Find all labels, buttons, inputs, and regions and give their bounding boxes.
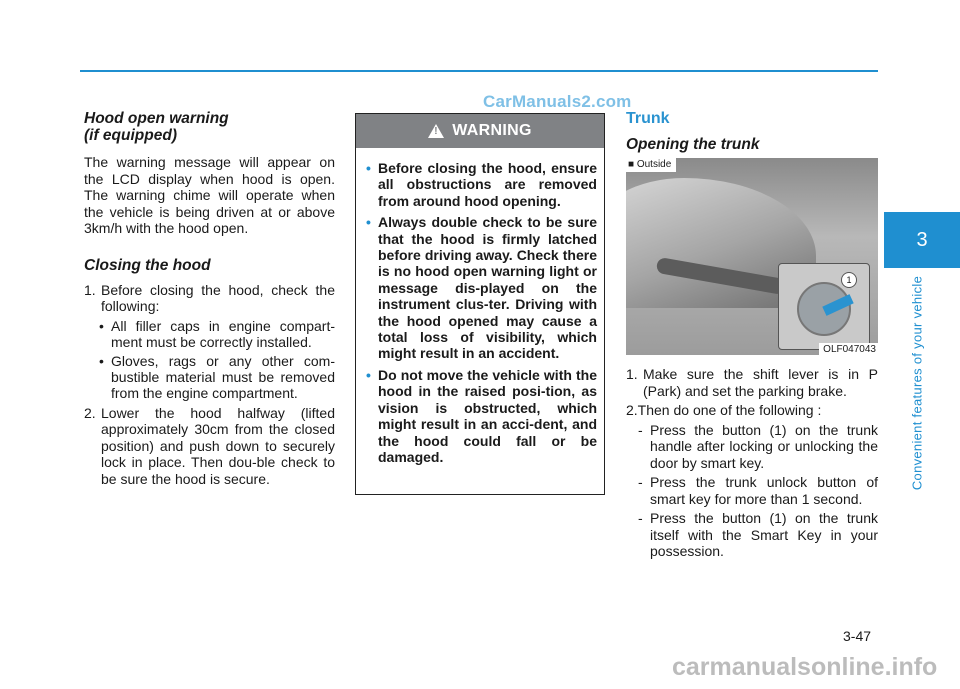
bullet-dot: • — [366, 160, 371, 176]
bullet-dot: • — [99, 317, 104, 334]
closing-step-1-text: Before closing the hood, check the following: — [101, 281, 335, 314]
callout-marker: 1 — [841, 272, 857, 288]
warning-box — [355, 113, 605, 495]
trunk-dash-1-text: Press the button (1) on the trunk handle after locking or unlocking the door by smart key. — [650, 421, 878, 471]
trunk-subtitle: Opening the trunk — [626, 136, 760, 153]
warning-item-text: Before closing the hood, ensure all obstructions are removed from around hood opening. — [378, 160, 597, 209]
chapter-label-text: Convenient features of your vehicle — [909, 275, 925, 490]
left-column — [84, 110, 335, 487]
photo-code: OLF047043 — [819, 343, 878, 355]
closing-bullet-1 — [99, 318, 335, 350]
trunk-dash-2-text: Press the trunk unlock button of smart key for more than 1 second. — [650, 474, 878, 507]
closing-step-2-text: Lower the hood halfway (lifted approximately 30cm from the closed position) and push down to securely lock in place. Then dou-ble check to be sure the hood is secure. — [101, 404, 335, 487]
closing-step-1 — [84, 282, 335, 315]
warning-header-label: WARNING — [452, 122, 532, 139]
warning-item-text: Always double check to be sure that the hood is firmly latched before driving away. Check there is no hood open warning light or message dis-played on the instrument clus-ter. Driving with the hood opened may cause a total loss of visibility, which might result in an accident. — [378, 214, 597, 362]
warning-item — [366, 160, 597, 209]
right-column — [626, 110, 878, 560]
closing-hood-title: Closing the hood — [84, 256, 211, 274]
closing-step-2 — [84, 405, 335, 488]
bullet-dot: • — [366, 214, 371, 231]
trunk-dash-3-text: Press the button (1) on the trunk itself with the Smart Key in your possession. — [650, 510, 878, 559]
warning-triangle-icon — [428, 124, 444, 138]
dash-mark: - — [638, 474, 643, 490]
top-rule — [80, 70, 878, 72]
page-number: 3-47 — [843, 628, 872, 644]
warning-item — [366, 214, 597, 362]
warning-item-text: Do not move the vehicle with the hood in the raised posi-tion, as vision is obstructed, which might result in an acci-dent, and the hood could fall or be damaged. — [378, 366, 597, 465]
closing-bullet-2-text: Gloves, rags or any other com-bustible material must be removed from the engine compartment. — [111, 352, 335, 401]
watermark-top: CarManuals2.com — [483, 92, 632, 111]
trunk-dash-3 — [638, 510, 878, 560]
bullet-dot: • — [99, 352, 104, 369]
hood-warning-title-2: (if equipped) — [84, 127, 177, 144]
hood-warning-title-1: Hood open warning — [84, 110, 229, 127]
trunk-title: Trunk — [626, 110, 670, 127]
bullet-dot: • — [366, 366, 371, 383]
dash-mark: - — [638, 510, 643, 526]
closing-step-2-num: 2. — [84, 404, 96, 421]
closing-bullet-2 — [99, 353, 335, 401]
warning-header — [356, 114, 604, 148]
watermark-bottom: carmanualsonline.info — [672, 653, 938, 681]
closing-step-1-num: 1. — [84, 281, 96, 298]
chapter-tab: 3 — [884, 212, 960, 268]
photo-tag: ■ Outside — [626, 158, 676, 172]
warning-body — [356, 148, 604, 465]
trunk-button-inset — [778, 263, 870, 350]
closing-bullet-1-text: All filler caps in engine compart-ment must be correctly installed. — [111, 317, 335, 350]
trunk-step-1 — [626, 366, 878, 399]
trunk-photo — [626, 158, 878, 355]
trunk-dash-1 — [638, 422, 878, 472]
trunk-dash-2 — [638, 474, 878, 507]
hood-warning-body: The warning message will appear on the LCD display when hood is open. The warning chime will operate when the vehicle is being driven at or above 3km/h with the hood open. — [84, 154, 335, 236]
trunk-step-1-num: 1. — [626, 366, 638, 382]
chapter-label — [907, 270, 927, 495]
trunk-step-1-text: Make sure the shift lever is in P (Park) and set the parking brake. — [643, 366, 878, 399]
trunk-step-2: 2.Then do one of the following : — [626, 402, 822, 418]
warning-item — [366, 367, 597, 465]
dash-mark: - — [638, 421, 643, 438]
